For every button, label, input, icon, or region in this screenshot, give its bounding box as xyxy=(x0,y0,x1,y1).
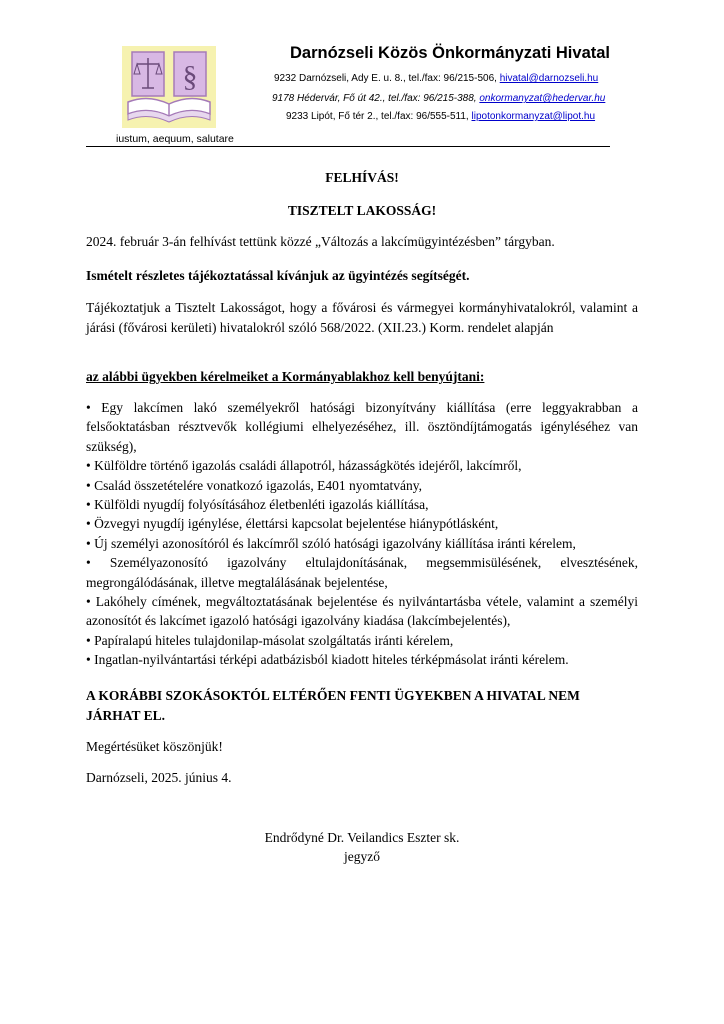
intro-paragraph: 2024. február 3-án felhívást tettünk közzé „Változás a lakcímügyintézésben” tárgyban. xyxy=(86,234,555,249)
signer-title: jegyző xyxy=(344,849,380,864)
warning-paragraph: A KORÁBBI SZOKÁSOKTÓL ELTÉRŐEN FENTI ÜGYEKBEN A HIVATAL NEM JÁRHAT EL. xyxy=(86,688,580,723)
list-heading xyxy=(86,367,638,387)
salutation: TISZTELT LAKOSSÁG! xyxy=(287,203,437,218)
address-line-lipot xyxy=(286,111,595,122)
address-text: 9178 Hédervár, Fő út 42., tel./fax: 96/215-388, xyxy=(272,93,480,104)
email-link[interactable]: hivatal@darnozseli.hu xyxy=(499,73,599,84)
list-heading-text: az alábbi ügyekben kérelmeiket a Kormányablakhoz kell benyújtani: xyxy=(86,369,485,384)
place-date: Darnózseli, 2025. június 4. xyxy=(86,770,232,785)
email-link[interactable]: onkormanyzat@hedervar.hu xyxy=(479,93,606,104)
address-line-hedervar xyxy=(272,93,605,104)
list-item: • Család összetételére vonatkozó igazolás, E401 nyomtatvány, xyxy=(86,477,422,493)
email-link[interactable]: lipotonkormanyzat@lipot.hu xyxy=(471,111,596,122)
motto: iustum, aequum, salutare xyxy=(116,133,234,145)
thanks-line: Megértésüket köszönjük! xyxy=(86,739,223,754)
list-item: • Özvegyi nyugdíj igénylése, élettársi kapcsolat bejelentése hiánypótlásként, xyxy=(86,516,499,532)
list-item: • Egy lakcímen lakó személyekről hatósági bizonyítvány kiállítása (erre leggyakrabban a felsőoktatásban résztvevők kollégiumi elhelyezéséhez, ill. ösztöndíjtámogatás igényléséhez van szükség), xyxy=(86,400,638,454)
list-item: • Papíralapú hiteles tulajdonilap-másolat szolgáltatás iránti kérelem, xyxy=(86,632,454,648)
list-item: • Lakóhely címének, megváltoztatásának bejelentése és nyilvántartásba vétele, valamint a személyi azonosítót és lakcímet igazoló hatósági igazolvány kiadása (lakcímbejelentés), xyxy=(86,594,638,629)
book-scales-paragraph-logo xyxy=(122,46,216,128)
list-item: • Külföldre történő igazolás családi állapotról, házasságkötés idejéről, lakcímről, xyxy=(86,458,522,474)
list-item: • Személyazonosító igazolvány eltulajdonításának, megsemmisülésének, elvesztésének, megrongálódásának, illetve megtalálásának bejelentése, xyxy=(86,555,638,590)
list-item: • Ingatlan-nyilvántartási térképi adatbázisból kiadott hiteles térképmásolat iránti kérelem. xyxy=(86,652,569,668)
notice-title: FELHÍVÁS! xyxy=(325,170,399,185)
address-text: 9233 Lipót, Fő tér 2., tel./fax: 96/555-511, xyxy=(286,111,472,122)
legal-basis-paragraph: Tájékoztatjuk a Tisztelt Lakosságot, hogy a fővárosi és vármegyei kormányhivatalokról, valamint a járási (fővárosi kerületi) hivatalokról szóló 568/2022. (XII.23.) Korm. rendelet alapján xyxy=(86,300,638,335)
address-line-darnozseli xyxy=(274,73,598,84)
address-text: 9232 Darnózseli, Ady E. u. 8., tel./fax: 96/215-506, xyxy=(274,73,500,84)
office-name: Darnózseli Közös Önkormányzati Hivatal xyxy=(290,44,611,62)
list-item: • Új személyi azonosítóról és lakcímről szóló hatósági igazolvány kiállítása iránti kérelem, xyxy=(86,535,576,551)
signer-name: Endrődyné Dr. Veilandics Eszter sk. xyxy=(264,830,460,845)
header-divider xyxy=(86,146,610,147)
svg-text:§: § xyxy=(182,60,198,93)
case-list xyxy=(86,398,638,670)
emphasis-paragraph: Ismételt részletes tájékoztatással kívánjuk az ügyintézés segítségét. xyxy=(86,268,470,283)
list-item: • Külföldi nyugdíj folyósításához életbenléti igazolás kiállítása, xyxy=(86,497,429,513)
